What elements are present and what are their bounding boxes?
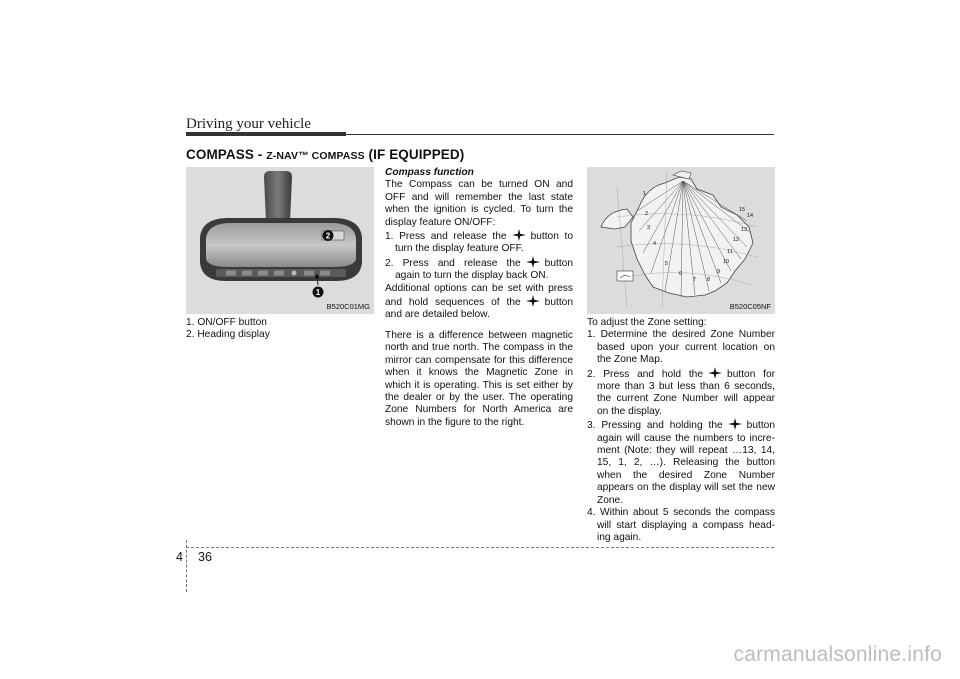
callout-2-number: 2 <box>325 231 331 241</box>
compass-function-section <box>385 167 573 429</box>
zone-label-3: 3 <box>647 225 651 231</box>
zone-label-2: 2 <box>645 211 649 217</box>
footer-divider <box>186 540 187 592</box>
section-title-rule <box>346 134 774 135</box>
zone-label-14: 14 <box>747 213 754 219</box>
compass-button-icon <box>728 418 742 430</box>
zone-label-12: 12 <box>733 237 740 243</box>
zone-label-4: 4 <box>653 241 657 247</box>
compass-additional-pre: Additional options can be set with press and hold sequences of the <box>385 282 573 309</box>
zone-label-5: 5 <box>665 261 669 267</box>
compass-function-intro: The Compass can be turned ON and OFF and will remember the last state when the ignition is cycled. To turn the display feature ON/OFF: <box>385 179 573 228</box>
zone-step-1: 1. Determine the desired Zone Number based upon your current location on the Zone Map. <box>587 329 775 366</box>
mirror-legend <box>186 317 374 342</box>
compass-step-2 <box>385 256 573 283</box>
legend-item-onoff: 1. ON/OFF button <box>186 317 267 328</box>
zone-step-4: 4. Within about 5 seconds the compass will start displaying a compass head-ing again. <box>587 507 775 543</box>
section-title: Driving your vehicle <box>186 116 311 132</box>
legend-item-heading: 2. Heading display <box>186 329 270 341</box>
compass-step-1-pre: 1. Press and release the <box>385 231 507 243</box>
zone-step-3 <box>587 418 775 507</box>
page-heading <box>186 147 464 162</box>
footer-rule <box>186 547 774 548</box>
heading-part3: (IF EQUIPPED) <box>364 147 465 162</box>
figure2-code: B520C05NF <box>729 302 771 311</box>
compass-button-icon <box>512 229 526 241</box>
compass-additional-post: button and are detailed below. <box>385 297 573 321</box>
chapter-number: 4 <box>176 550 183 564</box>
callout-1-number: 1 <box>315 288 321 297</box>
figure1-code: B520C01MG <box>326 302 370 311</box>
zone-step-2-pre: 2. Press and hold the <box>587 368 704 380</box>
section-title-bar <box>186 132 346 136</box>
zone-map-illustration <box>587 167 775 314</box>
compass-additional-options <box>385 283 573 322</box>
zone-step-2-post: button for more than 3 but less than 6 seconds, the current Zone Number will appear on the display. <box>597 368 776 417</box>
compass-function-subhead: Compass function <box>385 167 474 178</box>
compass-button-icon <box>526 256 540 268</box>
zone-label-1: 1 <box>643 191 647 197</box>
compass-step-1 <box>385 229 573 256</box>
watermark: carmanualsonline.info <box>733 643 942 666</box>
heading-part1: COMPASS - <box>186 147 267 162</box>
compass-button-icon <box>526 295 540 307</box>
magnetic-north-paragraph: There is a difference between magnetic north and true north. The compass in the mirror can compensate for this difference when it knows the Magnetic Zone in which it is operating. This is set either by the dealer or by the user. The operating Zone Numbers for North America are shown in the figure to the right. <box>385 329 573 428</box>
zone-label-10: 10 <box>723 259 730 265</box>
page-number: 36 <box>198 550 212 564</box>
zone-label-13: 13 <box>741 227 748 233</box>
compass-button-icon <box>708 367 722 379</box>
zone-adjust-intro: To adjust the Zone setting: <box>587 317 707 328</box>
zone-step-3-post: button again will cause the numbers to incre-ment (Note: they will repeat …13, 14, 15, 1, 2, …). Releasing the button when the desired Zone Number appears on the display will set the new Zone. <box>597 420 775 506</box>
zone-label-15: 15 <box>739 207 746 213</box>
zone-adjust-section <box>587 317 775 544</box>
zone-label-9: 9 <box>717 269 721 275</box>
compass-step-2-pre: 2. Press and release the <box>385 257 521 269</box>
zone-map-figure <box>587 167 775 314</box>
zone-label-11: 11 <box>727 249 733 255</box>
zone-label-7: 7 <box>693 277 697 283</box>
zone-label-6: 6 <box>679 271 683 277</box>
zone-label-8: 8 <box>707 277 711 283</box>
mirror-figure <box>186 167 374 314</box>
compass-step-2-post: button again to turn the display back ON. <box>395 257 573 282</box>
heading-part2: Z-NAV™ COMPASS <box>266 150 365 162</box>
mirror-illustration <box>186 167 374 314</box>
zone-step-3-pre: 3. Pressing and holding the <box>587 420 723 432</box>
zone-step-2 <box>587 367 775 419</box>
compass-step-1-post: button to turn the display feature OFF. <box>395 231 573 255</box>
